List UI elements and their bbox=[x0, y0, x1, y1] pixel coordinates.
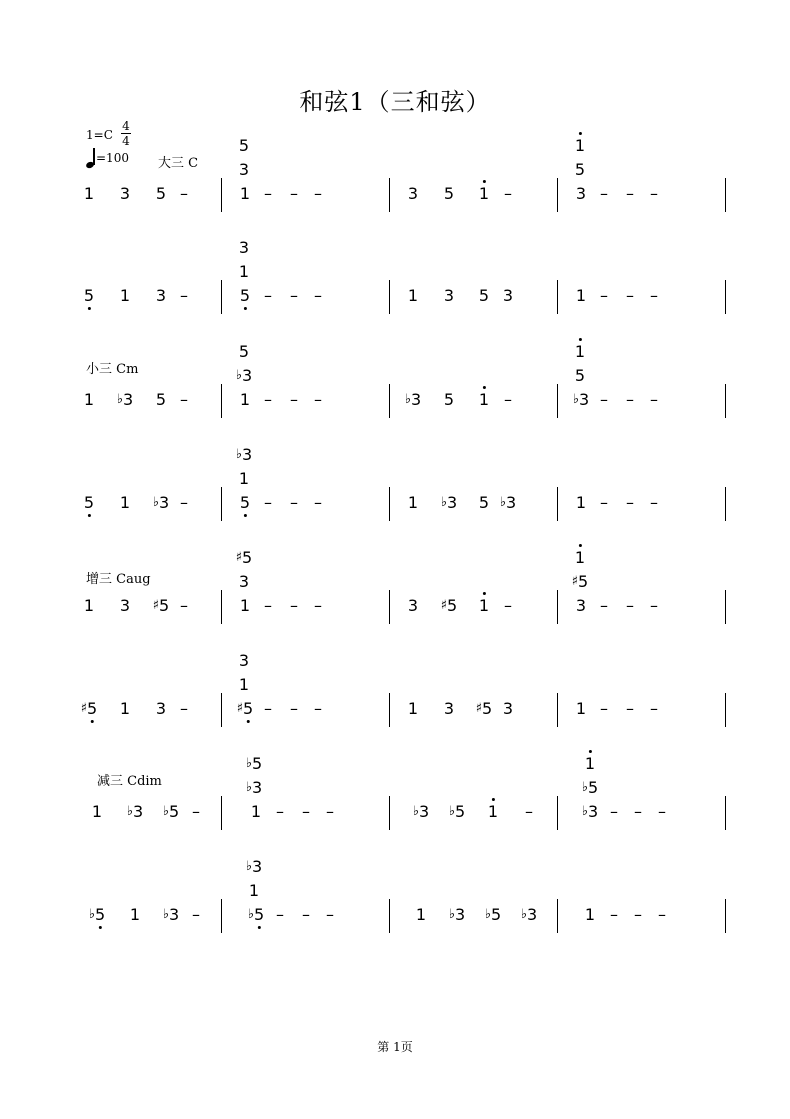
dash-note: – bbox=[600, 184, 608, 203]
dash-note: – bbox=[180, 390, 188, 409]
dash-note: – bbox=[525, 802, 533, 821]
chord-top-note: 5 bbox=[238, 342, 250, 361]
dash-note: – bbox=[634, 802, 642, 821]
note: ♯5 bbox=[80, 699, 98, 718]
chord-top-note: 1 bbox=[574, 548, 586, 567]
dash-note: – bbox=[290, 184, 298, 203]
note: 1 bbox=[129, 905, 141, 924]
note: 1 bbox=[83, 596, 95, 615]
dash-note: – bbox=[600, 493, 608, 512]
note: 1 bbox=[415, 905, 427, 924]
dash-note: – bbox=[264, 493, 272, 512]
note: 1 bbox=[91, 802, 103, 821]
chord-middle-note: ♭3 bbox=[245, 778, 263, 797]
label-major-chord: 大三 C bbox=[158, 156, 199, 171]
dash-note: – bbox=[650, 184, 658, 203]
tempo-value: =100 bbox=[96, 151, 129, 165]
dash-note: – bbox=[314, 390, 322, 409]
note: ♭3 bbox=[152, 493, 170, 512]
barline bbox=[725, 693, 726, 727]
barline bbox=[221, 384, 222, 418]
label-minor-chord: 小三 Cm bbox=[86, 362, 139, 377]
dash-note: – bbox=[626, 286, 634, 305]
page-number: 第 1页 bbox=[377, 1040, 413, 1054]
note: 5 bbox=[155, 390, 167, 409]
barline bbox=[389, 178, 390, 212]
chord-top-note: 1 bbox=[584, 754, 596, 773]
barline bbox=[557, 280, 558, 314]
barline bbox=[557, 384, 558, 418]
barline bbox=[221, 590, 222, 624]
note: 1 bbox=[239, 596, 251, 615]
note: ♭3 bbox=[520, 905, 538, 924]
dash-note: – bbox=[180, 286, 188, 305]
chord-top-note: ♭5 bbox=[245, 754, 263, 773]
chord-middle-note: ♭3 bbox=[235, 366, 253, 385]
dash-note: – bbox=[180, 596, 188, 615]
note: 1 bbox=[478, 596, 490, 615]
note: 1 bbox=[575, 493, 587, 512]
dash-note: – bbox=[610, 802, 618, 821]
dash-note: – bbox=[290, 699, 298, 718]
note: ♯5 bbox=[152, 596, 170, 615]
chord-top-note: ♭3 bbox=[235, 445, 253, 464]
note: 1 bbox=[239, 390, 251, 409]
label-augmented-chord: 增三 Caug bbox=[86, 572, 151, 587]
note: 1 bbox=[478, 390, 490, 409]
note: ♭5 bbox=[88, 905, 106, 924]
dash-note: – bbox=[276, 905, 284, 924]
dash-note: – bbox=[180, 493, 188, 512]
note: 1 bbox=[239, 184, 251, 203]
dash-note: – bbox=[314, 286, 322, 305]
dash-note: – bbox=[326, 802, 334, 821]
chord-top-note: 3 bbox=[238, 651, 250, 670]
note: ♭3 bbox=[499, 493, 517, 512]
note: 1 bbox=[584, 905, 596, 924]
barline bbox=[725, 384, 726, 418]
dash-note: – bbox=[290, 493, 298, 512]
dash-note: – bbox=[264, 390, 272, 409]
note: ♭3 bbox=[162, 905, 180, 924]
barline bbox=[557, 693, 558, 727]
note: 3 bbox=[575, 184, 587, 203]
note: 5 bbox=[443, 184, 455, 203]
note: 1 bbox=[487, 802, 499, 821]
dash-note: – bbox=[626, 184, 634, 203]
tempo-marking bbox=[86, 148, 129, 168]
barline bbox=[221, 280, 222, 314]
dash-note: – bbox=[650, 699, 658, 718]
dash-note: – bbox=[504, 596, 512, 615]
chord-middle-note: ♭5 bbox=[581, 778, 599, 797]
note: 5 bbox=[443, 390, 455, 409]
barline bbox=[725, 796, 726, 830]
note: 3 bbox=[407, 596, 419, 615]
chord-middle-note: 5 bbox=[574, 160, 586, 179]
dash-note: – bbox=[600, 390, 608, 409]
note: 3 bbox=[119, 596, 131, 615]
note: ♭5 bbox=[484, 905, 502, 924]
barline bbox=[557, 796, 558, 830]
dash-note: – bbox=[650, 596, 658, 615]
dash-note: – bbox=[314, 596, 322, 615]
note: ♭5 bbox=[448, 802, 466, 821]
note: ♯5 bbox=[236, 699, 254, 718]
time-signature-bottom: 4 bbox=[122, 134, 130, 148]
chord-top-note: ♭3 bbox=[245, 857, 263, 876]
dash-note: – bbox=[276, 802, 284, 821]
barline bbox=[389, 590, 390, 624]
dash-note: – bbox=[192, 802, 200, 821]
chord-middle-note: 1 bbox=[238, 469, 250, 488]
dash-note: – bbox=[504, 390, 512, 409]
note: ♭3 bbox=[440, 493, 458, 512]
note: ♯5 bbox=[475, 699, 493, 718]
barline bbox=[725, 590, 726, 624]
dash-note: – bbox=[314, 699, 322, 718]
note: 3 bbox=[155, 286, 167, 305]
dash-note: – bbox=[650, 286, 658, 305]
dash-note: – bbox=[650, 493, 658, 512]
dash-note: – bbox=[658, 802, 666, 821]
note: 1 bbox=[119, 699, 131, 718]
dash-note: – bbox=[626, 390, 634, 409]
note: 5 bbox=[478, 493, 490, 512]
note: ♭3 bbox=[412, 802, 430, 821]
note: 3 bbox=[155, 699, 167, 718]
barline bbox=[389, 487, 390, 521]
note: 3 bbox=[502, 699, 514, 718]
dash-note: – bbox=[290, 390, 298, 409]
score-row-6 bbox=[0, 651, 790, 739]
note: 1 bbox=[83, 390, 95, 409]
note: 3 bbox=[502, 286, 514, 305]
chord-top-note: 3 bbox=[238, 238, 250, 257]
barline bbox=[557, 487, 558, 521]
note: 5 bbox=[83, 493, 95, 512]
barline bbox=[725, 178, 726, 212]
page-title: 和弦1（三和弦） bbox=[299, 88, 491, 116]
note: ♭3 bbox=[126, 802, 144, 821]
chord-middle-note: 1 bbox=[238, 262, 250, 281]
chord-middle-note: 3 bbox=[238, 572, 250, 591]
barline bbox=[557, 899, 558, 933]
note: ♭3 bbox=[581, 802, 599, 821]
dash-note: – bbox=[314, 184, 322, 203]
barline bbox=[725, 899, 726, 933]
note: 1 bbox=[575, 286, 587, 305]
note: 5 bbox=[155, 184, 167, 203]
note: 1 bbox=[83, 184, 95, 203]
note: ♭3 bbox=[572, 390, 590, 409]
time-signature-top: 4 bbox=[122, 119, 130, 133]
dash-note: – bbox=[610, 905, 618, 924]
note: 5 bbox=[478, 286, 490, 305]
chord-middle-note: 1 bbox=[248, 881, 260, 900]
dash-note: – bbox=[264, 184, 272, 203]
note: 1 bbox=[407, 286, 419, 305]
label-diminished-chord: 减三 Cdim bbox=[97, 774, 162, 789]
dash-note: – bbox=[600, 699, 608, 718]
dash-note: – bbox=[600, 286, 608, 305]
note: ♭5 bbox=[162, 802, 180, 821]
barline bbox=[725, 487, 726, 521]
note: 5 bbox=[83, 286, 95, 305]
note: 1 bbox=[575, 699, 587, 718]
chord-middle-note: 1 bbox=[238, 675, 250, 694]
dash-note: – bbox=[626, 596, 634, 615]
barline bbox=[221, 487, 222, 521]
dash-note: – bbox=[264, 286, 272, 305]
note: ♭5 bbox=[247, 905, 265, 924]
note: 5 bbox=[239, 493, 251, 512]
barline bbox=[389, 899, 390, 933]
note: ♭3 bbox=[404, 390, 422, 409]
chord-top-note: 5 bbox=[238, 136, 250, 155]
chord-middle-note: 5 bbox=[574, 366, 586, 385]
dash-note: – bbox=[302, 905, 310, 924]
barline bbox=[221, 178, 222, 212]
note: ♯5 bbox=[440, 596, 458, 615]
note: ♭3 bbox=[116, 390, 134, 409]
dash-note: – bbox=[290, 286, 298, 305]
chord-top-note: ♯5 bbox=[235, 548, 253, 567]
barline bbox=[389, 796, 390, 830]
note: 1 bbox=[250, 802, 262, 821]
dash-note: – bbox=[634, 905, 642, 924]
barline bbox=[221, 796, 222, 830]
note: 5 bbox=[239, 286, 251, 305]
note: 3 bbox=[443, 286, 455, 305]
dash-note: – bbox=[600, 596, 608, 615]
chord-top-note: 1 bbox=[574, 136, 586, 155]
dash-note: – bbox=[180, 699, 188, 718]
dash-note: – bbox=[180, 184, 188, 203]
chord-top-note: 1 bbox=[574, 342, 586, 361]
dash-note: – bbox=[658, 905, 666, 924]
note: 1 bbox=[478, 184, 490, 203]
score-row-8 bbox=[0, 857, 790, 945]
dash-note: – bbox=[504, 184, 512, 203]
barline bbox=[557, 590, 558, 624]
dash-note: – bbox=[192, 905, 200, 924]
dash-note: – bbox=[650, 390, 658, 409]
dash-note: – bbox=[626, 493, 634, 512]
note: 3 bbox=[119, 184, 131, 203]
key-signature: 1=C bbox=[86, 128, 113, 142]
dash-note: – bbox=[264, 699, 272, 718]
note: 3 bbox=[407, 184, 419, 203]
dash-note: – bbox=[264, 596, 272, 615]
dash-note: – bbox=[302, 802, 310, 821]
barline bbox=[557, 178, 558, 212]
barline bbox=[221, 693, 222, 727]
note: ♭3 bbox=[448, 905, 466, 924]
note: 3 bbox=[575, 596, 587, 615]
barline bbox=[725, 280, 726, 314]
quarter-note-icon bbox=[86, 148, 96, 168]
note: 1 bbox=[119, 493, 131, 512]
time-signature bbox=[120, 120, 132, 147]
chord-middle-note: ♯5 bbox=[571, 572, 589, 591]
chord-middle-note: 3 bbox=[238, 160, 250, 179]
note: 1 bbox=[407, 493, 419, 512]
note: 1 bbox=[119, 286, 131, 305]
dash-note: – bbox=[314, 493, 322, 512]
barline bbox=[389, 693, 390, 727]
score-row-2 bbox=[0, 238, 790, 326]
note: 3 bbox=[443, 699, 455, 718]
score-row-4 bbox=[0, 445, 790, 533]
dash-note: – bbox=[326, 905, 334, 924]
barline bbox=[389, 384, 390, 418]
note: 1 bbox=[407, 699, 419, 718]
dash-note: – bbox=[626, 699, 634, 718]
dash-note: – bbox=[290, 596, 298, 615]
barline bbox=[389, 280, 390, 314]
barline bbox=[221, 899, 222, 933]
